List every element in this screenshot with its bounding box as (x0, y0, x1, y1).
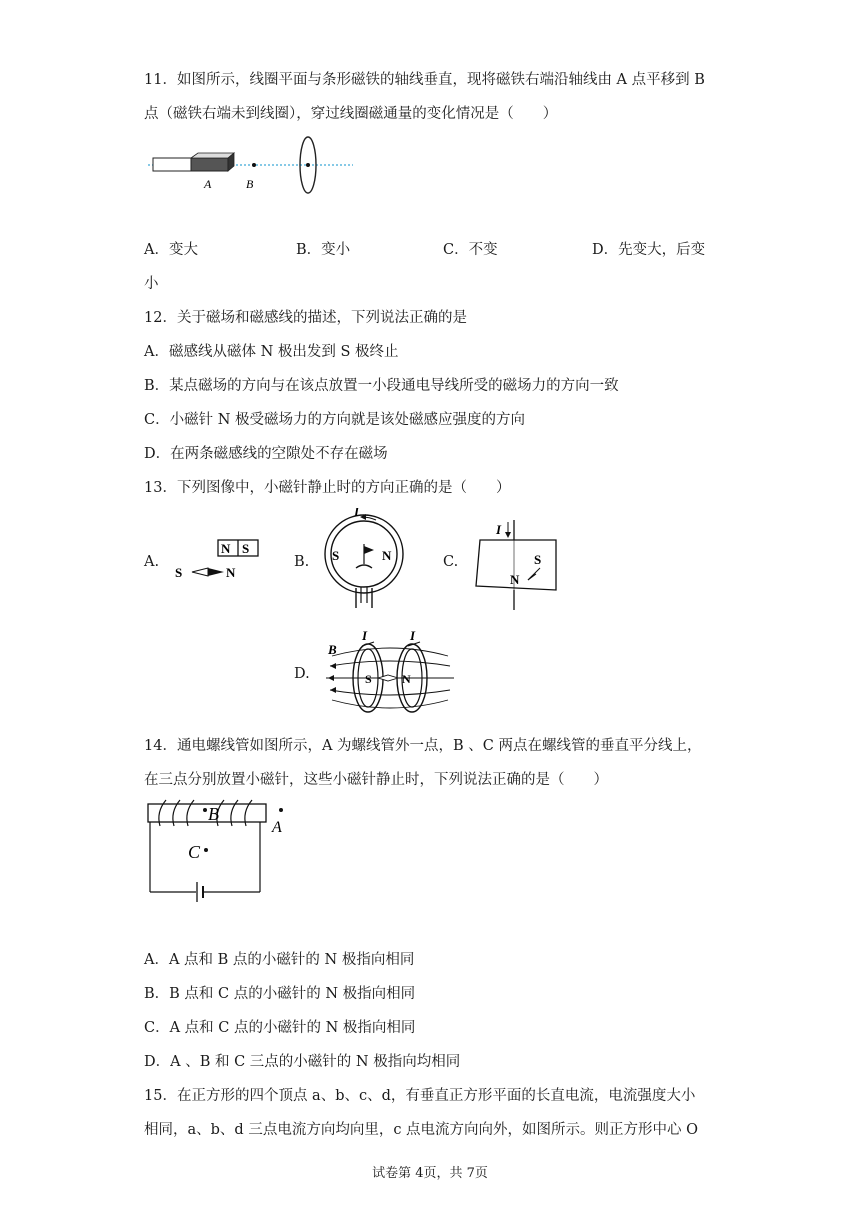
q13b-n: N (382, 548, 392, 563)
q11-stem-line2: 点（磁铁右端未到线圈），穿过线圈磁通量的变化情况是（ ） (144, 106, 558, 122)
q11-fig-label-b: B (246, 177, 254, 191)
q12-option-a: A．磁感线从磁体 N 极出发到 S 极终止 (144, 344, 399, 360)
q13a-magnet-s: S (242, 541, 250, 556)
q11-figure (148, 132, 358, 194)
q13c-n: N (510, 572, 520, 587)
q14-option-a: A．A 点和 B 点的小磁针的 N 极指向相同 (144, 952, 415, 968)
q11-option-d: D．先变大，后变 (592, 242, 706, 258)
q11-option-c: C．不变 (443, 242, 498, 258)
q13d-current-i1: I (362, 628, 368, 643)
q11-option-a: A．变大 (144, 242, 198, 258)
q13-figure-b (318, 508, 410, 610)
q11-fig-label-a: A (204, 177, 212, 191)
q14-option-c: C．A 点和 C 点的小磁针的 N 极指向相同 (144, 1020, 416, 1036)
q11-option-b: B．变小 (296, 242, 351, 258)
q11-option-d-tail: 小 (144, 276, 159, 292)
q12-option-b: B．某点磁场的方向与在该点放置一小段通电导线所受的磁场力的方向一致 (144, 378, 619, 394)
q13a-needle-n: N (226, 565, 236, 580)
q14-fig-label-b: B (208, 804, 219, 824)
q13d-current-i2: I (410, 628, 416, 643)
q14-fig-label-c: C (188, 842, 201, 862)
q13b-s: S (332, 548, 340, 563)
q13a-magnet-n: N (221, 541, 231, 556)
q14-fig-label-a: A (272, 819, 282, 836)
q13d-s: S (365, 672, 372, 686)
q13-label-d: D. (294, 666, 310, 682)
q13-label-b: B. (294, 554, 310, 570)
page-footer: 试卷第 4页，共 7页 (372, 1166, 488, 1181)
q13d-field-b: B (328, 642, 337, 657)
q15-stem-line1: 15．在正方形的四个顶点 a、b、c、d，有垂直正方形平面的长直电流，电流强度大小 (144, 1088, 696, 1104)
q13a-needle-s: S (175, 565, 183, 580)
q13-figure-d (322, 626, 458, 718)
q11-stem-line1: 11．如图所示，线圈平面与条形磁铁的轴线垂直，现将磁铁右端沿轴线由 A 点平移到 B (144, 72, 705, 88)
q13c-s: S (534, 552, 542, 567)
q13b-current-i: I (354, 508, 360, 519)
q13-label-c: C. (443, 554, 459, 570)
q12-option-c: C．小磁针 N 极受磁场力的方向就是该处磁感应强度的方向 (144, 412, 525, 428)
q15-stem-line2: 相同，a、b、d 三点电流方向均向里，c 点电流方向向外，如图所示。则正方形中心 O (144, 1122, 699, 1138)
q14-stem-line1: 14．通电螺线管如图所示，A 为螺线管外一点，B 、C 两点在螺线管的垂直平分线上， (144, 738, 702, 754)
q14-stem-line2: 在三点分别放置小磁针，这些小磁针静止时，下列说法正确的是（ ） (144, 772, 608, 788)
q13-stem: 13．下列图像中，小磁针静止时的方向正确的是（ ） (144, 480, 511, 496)
q13-label-a: A. (144, 554, 160, 570)
q13-figure-c (472, 518, 564, 612)
q14-option-b: B．B 点和 C 点的小磁针的 N 极指向相同 (144, 986, 416, 1002)
q14-figure (140, 796, 290, 908)
q12-option-d: D．在两条磁感线的空隙处不存在磁场 (144, 446, 388, 462)
q12-stem: 12．关于磁场和磁感线的描述，下列说法正确的是 (144, 310, 467, 326)
q13d-n: N (402, 672, 411, 686)
q13c-current-i: I (496, 522, 502, 537)
q14-option-d: D．A 、B 和 C 三点的小磁针的 N 极指向均相同 (144, 1054, 461, 1070)
q13-figure-a (172, 535, 267, 585)
